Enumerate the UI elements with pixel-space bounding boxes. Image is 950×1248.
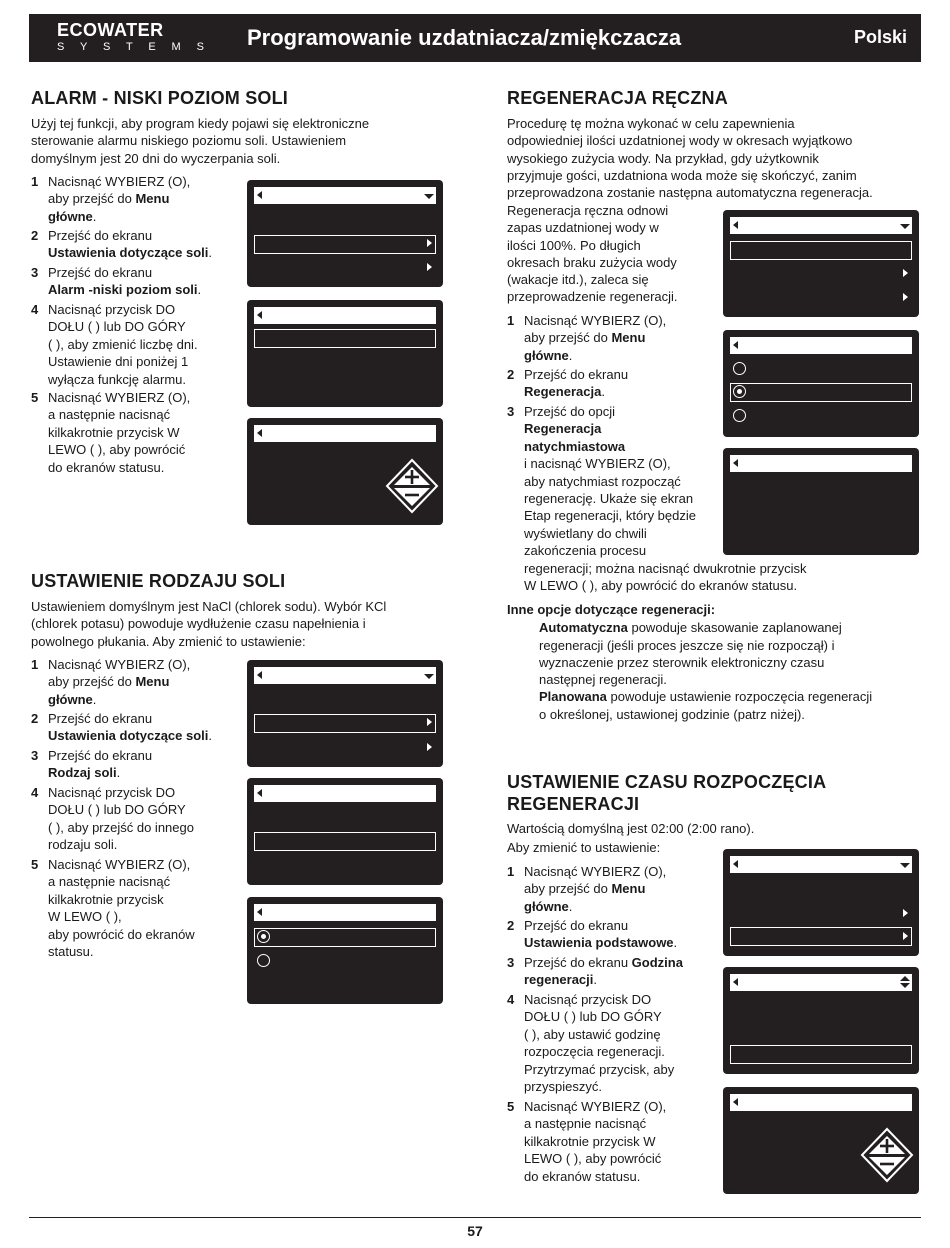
down-arrow-icon xyxy=(900,863,910,868)
right-arrow-icon xyxy=(427,239,432,247)
down-arrow-icon xyxy=(424,194,434,199)
menu-bar xyxy=(254,187,436,204)
page-number: 57 xyxy=(467,1223,483,1239)
selected-row xyxy=(254,832,436,851)
menu-bar xyxy=(254,425,436,442)
display-screen-basic-settings xyxy=(723,967,919,1074)
left-arrow-icon xyxy=(733,221,738,229)
radio-selected-icon xyxy=(257,930,270,943)
menu-bar xyxy=(730,1094,912,1111)
menu-bar xyxy=(730,974,912,991)
radio-unselected-icon xyxy=(257,954,270,967)
section-heading-regen-time: USTAWIENIE CZASU ROZPOCZĘCIA REGENERACJI xyxy=(507,772,827,814)
right-arrow-icon xyxy=(903,293,908,301)
alarm-step-2: 2 Przejść do ekranu Ustawienia dotyczące soli. xyxy=(31,228,213,261)
alarm-step-4: 4 Nacisnąć przycisk DO DOŁU ( ) lub DO GÓRY ( ), aby zmienić liczbę dni. Ustawienie dni poniżej 1 wyłącza funkcję alarmu. xyxy=(31,302,198,387)
menu-bar xyxy=(254,785,436,802)
menu-bar xyxy=(730,217,912,234)
selected-row xyxy=(730,241,912,260)
alarm-intro: Użyj tej funkcji, aby program kiedy pojawi się elektroniczne sterowanie alarmu niskiego poziomu soli. Ustawieniem domyślnym jest 20 dni do wyczerpania soli. xyxy=(31,116,370,166)
display-screen-low-salt-alarm xyxy=(247,418,443,525)
left-arrow-icon xyxy=(733,341,738,349)
display-screen-salt-type xyxy=(247,897,443,1004)
page-header xyxy=(29,14,921,62)
left-arrow-icon xyxy=(257,191,262,199)
menu-bar xyxy=(254,307,436,324)
right-arrow-icon xyxy=(427,718,432,726)
brand-name: ECOWATER xyxy=(57,20,164,40)
left-arrow-icon xyxy=(733,978,738,986)
menu-bar xyxy=(254,904,436,921)
left-arrow-icon xyxy=(733,860,738,868)
display-screen-regen-time xyxy=(723,1087,919,1194)
menu-bar xyxy=(254,667,436,684)
time-step-1: 1 Nacisnąć WYBIERZ (O), aby przejść do Menu główne. xyxy=(507,864,667,914)
menu-bar xyxy=(730,856,912,873)
selected-row xyxy=(254,928,436,947)
down-arrow-icon xyxy=(900,224,910,229)
alarm-step-1: 1 Nacisnąć WYBIERZ (O), aby przejść do Menu główne. xyxy=(31,174,191,224)
display-screen-main-menu xyxy=(723,849,919,956)
radio-selected-icon xyxy=(733,385,746,398)
regen-step-1: 1 Nacisnąć WYBIERZ (O), aby przejść do Menu główne. xyxy=(507,313,667,363)
left-arrow-icon xyxy=(257,311,262,319)
language-label: Polski xyxy=(853,27,907,47)
selected-row xyxy=(254,714,436,733)
left-arrow-icon xyxy=(257,908,262,916)
plus-minus-icon xyxy=(385,458,439,514)
left-arrow-icon xyxy=(733,459,738,467)
display-screen-regeneration xyxy=(723,330,919,437)
left-arrow-icon xyxy=(257,671,262,679)
up-arrow-icon xyxy=(900,976,910,981)
right-arrow-icon xyxy=(903,269,908,277)
selected-row xyxy=(730,1045,912,1064)
down-arrow-icon xyxy=(900,983,910,988)
display-screen-salt-settings xyxy=(247,778,443,885)
left-arrow-icon xyxy=(733,1098,738,1106)
selected-row xyxy=(254,235,436,254)
brand-subtitle: S Y S T E M S xyxy=(57,41,211,53)
selected-row xyxy=(730,927,912,946)
page-title: Programowanie uzdatniacza/zmiękczacza xyxy=(247,25,682,50)
display-screen-main-menu xyxy=(723,210,919,317)
menu-bar xyxy=(730,455,912,472)
radio-unselected-icon xyxy=(733,409,746,422)
left-arrow-icon xyxy=(257,789,262,797)
left-arrow-icon xyxy=(257,429,262,437)
ecowater-logo xyxy=(57,21,210,53)
selected-row xyxy=(254,329,436,348)
salt-step-3: 3 Przejść do ekranu Rodzaj soli. xyxy=(31,748,153,781)
right-arrow-icon xyxy=(903,932,908,940)
time-step-5: 5 Nacisnąć WYBIERZ (O), a następnie nacisnąć kilkakrotnie przycisk W LEWO ( ), aby powrócić do ekranów statusu. xyxy=(507,1099,667,1184)
display-screen-salt-settings xyxy=(247,300,443,407)
section-heading-manual-regen: REGENERACJA RĘCZNA xyxy=(507,88,728,108)
display-screen-regen-stage xyxy=(723,448,919,555)
alarm-step-3: 3 Przejść do ekranu Alarm -niski poziom soli. xyxy=(31,265,202,298)
salt-step-5: 5 Nacisnąć WYBIERZ (O), a następnie nacisnąć kilkakrotnie przycisk W LEWO ( ), aby powrócić do ekranów statusu. xyxy=(31,857,195,960)
radio-unselected-icon xyxy=(733,362,746,375)
right-arrow-icon xyxy=(427,743,432,751)
alarm-step-5: 5 Nacisnąć WYBIERZ (O), a następnie nacisnąć kilkakrotnie przycisk W LEWO ( ), aby powrócić do ekranów statusu. xyxy=(31,390,191,475)
menu-bar xyxy=(730,337,912,354)
section-heading-salt-type: USTAWIENIE RODZAJU SOLI xyxy=(31,571,286,591)
display-screen-main-menu xyxy=(247,180,443,287)
selected-row xyxy=(730,383,912,402)
time-step-3: 3 Przejść do ekranu Godzina regeneracji. xyxy=(507,955,683,988)
down-arrow-icon xyxy=(424,674,434,679)
regen-time-intro: Wartością domyślną jest 02:00 (2:00 rano). Aby zmienić to ustawienie: xyxy=(507,821,755,856)
section-heading-alarm: ALARM - NISKI POZIOM SOLI xyxy=(31,88,288,108)
regen-step-3: 3 Przejść do opcji Regeneracja natychmiastowa i nacisnąć WYBIERZ (O), aby natychmiast rozpocząć regenerację. Ukaże się ekran Etap regeneracji, który będzie wyświetlany do chwili zakończenia procesu regeneracji; można nacisnąć dwukrotnie przycisk W LEWO ( ), aby powrócić do ekranów statusu. xyxy=(507,404,807,594)
right-arrow-icon xyxy=(427,263,432,271)
time-step-4: 4 Nacisnąć przycisk DO DOŁU ( ) lub DO GÓRY ( ), aby ustawić godzinę rozpoczęcia regeneracji. Przytrzymać przycisk, aby przyspieszyć. xyxy=(507,992,675,1095)
salt-step-1: 1 Nacisnąć WYBIERZ (O), aby przejść do Menu główne. xyxy=(31,657,191,707)
manual-regen-intro-2: Regeneracja ręczna odnowi zapas uzdatnionej wody w ilości 100%. Po długich okresach braku zużycia wody (wakacje itd.), zaleca się przeprowadzenie regeneracji. xyxy=(507,203,678,305)
right-arrow-icon xyxy=(903,909,908,917)
display-screen-main-menu xyxy=(247,660,443,767)
other-options: Inne opcje dotyczące regeneracji: Automatyczna powoduje skasowanie zaplanowanej regeneracji (jeśli proces jeszcze się nie rozpoczął) i wyznaczenie przez sterownik elektroniczny czasu następnej regeneracji. Planowana powoduje ustawienie rozpoczęcia regeneracji o określonej, ustawionej godzinie (patrz niżej). xyxy=(507,602,873,722)
manual-regen-intro: Procedurę tę można wykonać w celu zapewnienia odpowiedniej ilości uzdatnionej wody w okresach wyjątkowo wysokiego zużycia wody. Na przykład, gdy użytkownik przyjmuje gości, uzdatniona woda może się skończyć, zanim przeprowadzona zostanie następna automatyczna regeneracja. xyxy=(507,116,873,201)
plus-minus-icon xyxy=(860,1127,914,1183)
regen-step-2: 2 Przejść do ekranu Regeneracja. xyxy=(507,367,629,400)
salt-step-2: 2 Przejść do ekranu Ustawienia dotyczące soli. xyxy=(31,711,213,744)
salt-step-4: 4 Nacisnąć przycisk DO DOŁU ( ) lub DO GÓRY ( ), aby przejść do innego rodzaju soli. xyxy=(31,785,194,853)
footer-rule xyxy=(29,1217,921,1218)
salt-type-intro: Ustawieniem domyślnym jest NaCl (chlorek sodu). Wybór KCl (chlorek potasu) powoduje wydłużenie czasu napełnienia i powolnego płukania. Aby zmienić to ustawienie: xyxy=(31,599,387,649)
time-step-2: 2 Przejść do ekranu Ustawienia podstawowe. xyxy=(507,918,678,951)
